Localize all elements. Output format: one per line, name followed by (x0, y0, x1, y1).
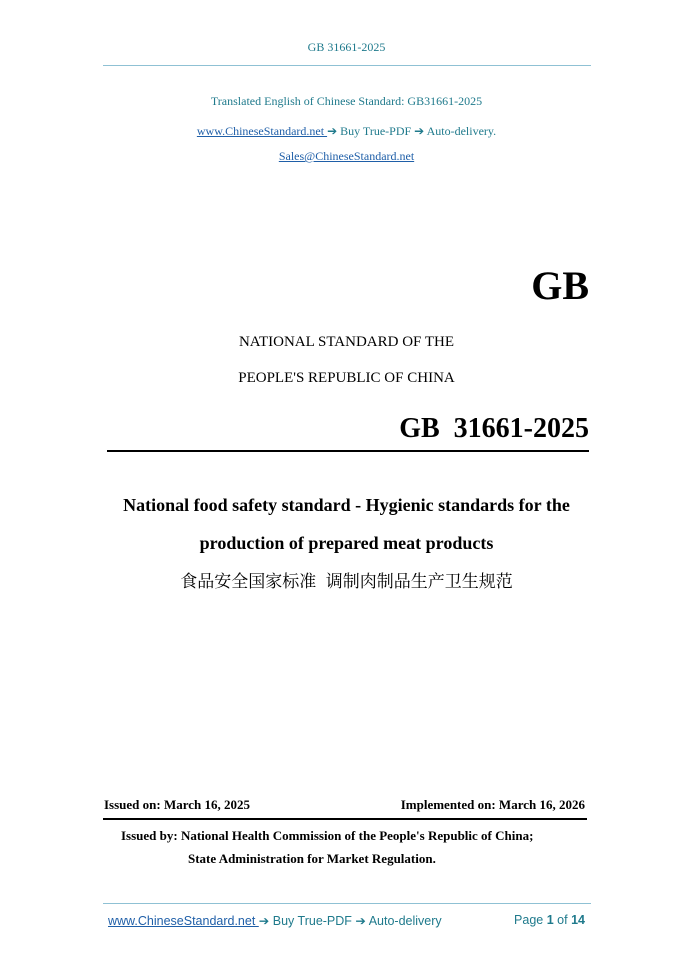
issued-on-date: Issued on: March 16, 2025 (104, 797, 251, 812)
arrow-right-icon: ➔ (258, 914, 270, 928)
title-line-2: production of prepared meat products (199, 533, 494, 553)
arrow-right-icon: ➔ (414, 124, 425, 138)
arrow-right-icon: ➔ (355, 914, 366, 928)
arrow-right-icon: ➔ (327, 124, 338, 138)
footer-delivery-text: Auto-delivery (368, 914, 442, 928)
header-doc-id: GB 31661-2025 (307, 40, 386, 54)
standard-number-rule (107, 450, 589, 452)
issuer-line-1: Issued by: National Health Commission of the People's Republic of China; (121, 828, 534, 843)
title-chinese: 食品安全国家标准 调制肉制品生产卫生规范 (180, 572, 513, 591)
header-purchase-line (0, 124, 693, 139)
translated-notice: Translated English of Chinese Standard: GB31661-2025 (210, 94, 483, 108)
footer-buy-text: Buy True-PDF (272, 914, 352, 928)
page-word: Page (514, 913, 544, 927)
header-delivery-text: Auto-delivery. (426, 124, 497, 138)
footer-divider (103, 903, 591, 904)
header-divider (103, 65, 591, 66)
dates-divider (103, 818, 587, 820)
issuer-line-2: State Administration for Market Regulation. (188, 851, 436, 866)
sales-email-link[interactable]: Sales@ChineseStandard.net (278, 149, 415, 163)
page-current: 1 (546, 913, 554, 927)
page-indicator (514, 913, 585, 927)
title-line-1: National food safety standard - Hygienic standards for the (123, 495, 570, 515)
standard-number: GB 31661-2025 (399, 413, 589, 444)
page-total: 14 (571, 913, 585, 927)
gb-mark: GB (531, 263, 589, 308)
implemented-on-date: Implemented on: March 16, 2026 (400, 797, 585, 812)
national-standard-line-1: NATIONAL STANDARD OF THE (238, 334, 455, 350)
footer-site-link[interactable]: www.ChineseStandard.net (108, 914, 259, 928)
of-word: of (557, 913, 568, 927)
header-site-link[interactable]: www.ChineseStandard.net (196, 124, 328, 138)
header-buy-text: Buy True-PDF (340, 124, 412, 138)
sales-email-line (0, 149, 693, 164)
footer-purchase-line (108, 913, 442, 928)
national-standard-line-2: PEOPLE'S REPUBLIC OF CHINA (238, 370, 455, 386)
